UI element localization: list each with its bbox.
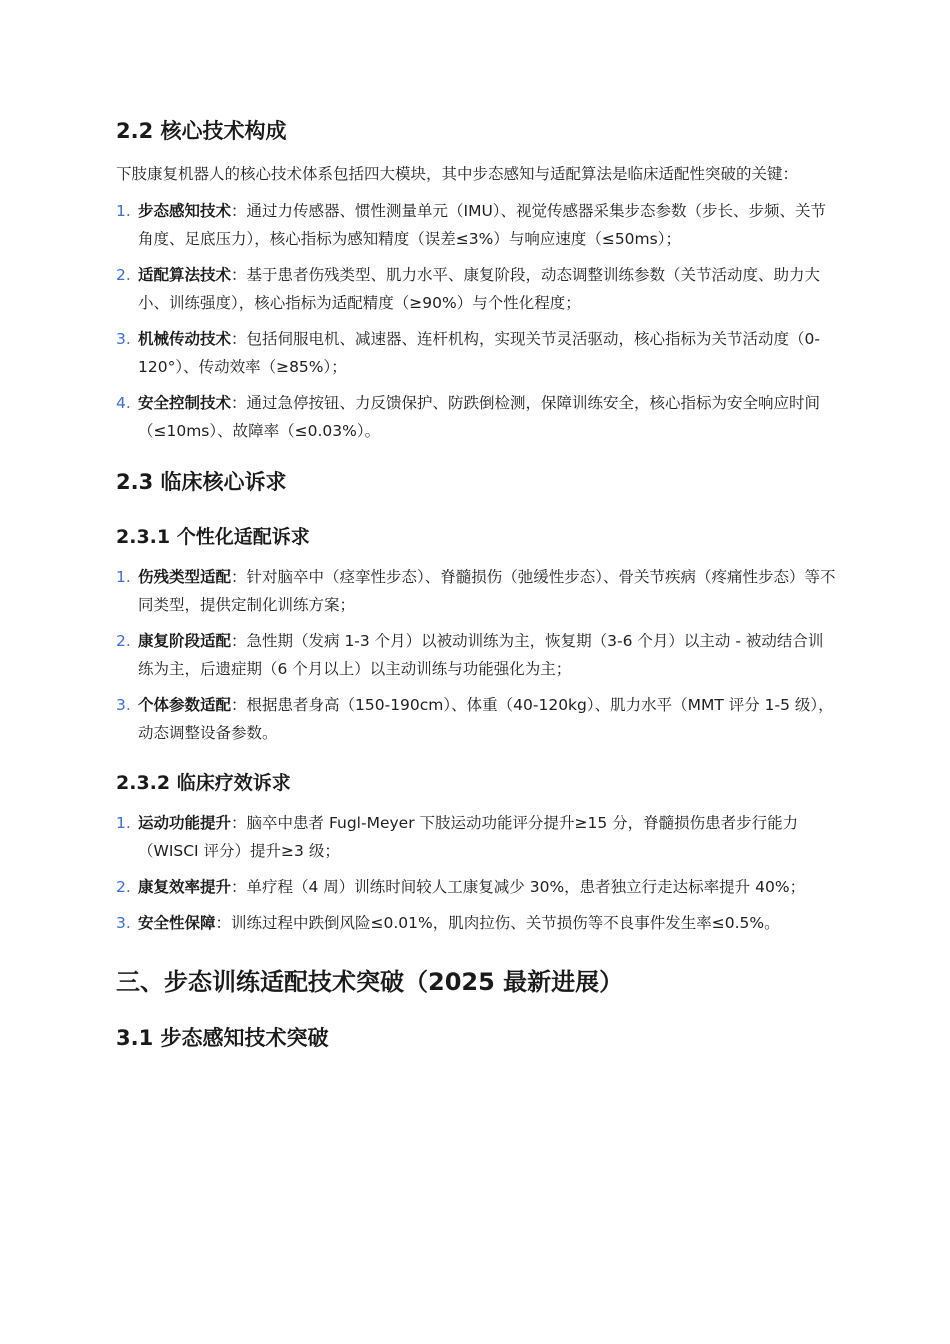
list-item	[116, 873, 836, 901]
list-text: ：包括伺服电机、减速器、连杆机构，实现关节灵活驱动，核心指标为关节活动度（0-120°）、传动效率（≥85%）；	[138, 330, 820, 376]
list-item	[116, 909, 836, 937]
section-heading-2-3: 2.3 临床核心诉求	[116, 470, 287, 494]
list-number: 2.	[116, 266, 131, 284]
list-term: 康复效率提升	[138, 878, 232, 896]
list-text: ：基于患者伤残类型、肌力水平、康复阶段，动态调整训练参数（关节活动度、助力大小、训练强度），核心指标为适配精度（≥90%）与个性化程度；	[138, 266, 821, 312]
list-item	[116, 563, 836, 619]
list-item	[116, 261, 836, 317]
list-term: 安全控制技术	[138, 394, 232, 412]
list-number: 2.	[116, 878, 131, 896]
list-number: 2.	[116, 632, 131, 650]
list-text: ：脑卒中患者 Fugl-Meyer 下肢运动功能评分提升≥15 分，脊髓损伤患者步行能力（WISCI 评分）提升≥3 级；	[138, 814, 799, 860]
list-text: ：急性期（发病 1-3 个月）以被动训练为主，恢复期（3-6 个月）以主动 - 被动结合训练为主，后遗症期（6 个月以上）以主动训练与功能强化为主；	[138, 632, 824, 678]
list-number: 4.	[116, 394, 131, 412]
list-term: 安全性保障	[138, 914, 216, 932]
list-number: 1.	[116, 202, 131, 220]
list-term: 机械传动技术	[138, 330, 232, 348]
core-tech-list	[116, 197, 836, 445]
list-item	[116, 691, 836, 747]
list-term: 个体参数适配	[138, 696, 232, 714]
list-term: 适配算法技术	[138, 266, 232, 284]
list-item	[116, 809, 836, 865]
section-heading-3-1: 3.1 步态感知技术突破	[116, 1026, 329, 1050]
personalization-list	[116, 563, 836, 747]
list-term: 康复阶段适配	[138, 632, 232, 650]
section-2-2-intro: 下肢康复机器人的核心技术体系包括四大模块，其中步态感知与适配算法是临床适配性突破的关键：	[116, 165, 799, 183]
clinical-efficacy-list	[116, 809, 836, 937]
list-item	[116, 389, 836, 445]
list-text: ：根据患者身高（150-190cm）、体重（40-120kg）、肌力水平（MMT 评分 1-5 级），动态调整设备参数。	[138, 696, 834, 742]
list-number: 3.	[116, 914, 131, 932]
list-text: ：单疗程（4 周）训练时间较人工康复减少 30%，患者独立行走达标率提升 40%；	[231, 878, 806, 896]
list-term: 伤残类型适配	[138, 568, 232, 586]
chapter-heading-3: 三、步态训练适配技术突破（2025 最新进展）	[116, 968, 624, 996]
list-item	[116, 325, 836, 381]
section-heading-2-3-1: 2.3.1 个性化适配诉求	[116, 526, 310, 548]
list-number: 1.	[116, 814, 131, 832]
list-term: 运动功能提升	[138, 814, 232, 832]
section-heading-2-2: 2.2 核心技术构成	[116, 119, 287, 143]
list-text: ：针对脑卒中（痉挛性步态）、脊髓损伤（弛缓性步态）、骨关节疾病（疼痛性步态）等不同类型，提供定制化训练方案；	[138, 568, 836, 614]
list-number: 3.	[116, 330, 131, 348]
list-text: ：训练过程中跌倒风险≤0.01%，肌肉拉伤、关节损伤等不良事件发生率≤0.5%。	[215, 914, 780, 932]
section-heading-2-3-2: 2.3.2 临床疗效诉求	[116, 772, 291, 794]
list-item	[116, 627, 836, 683]
list-number: 1.	[116, 568, 131, 586]
list-item	[116, 197, 836, 253]
list-number: 3.	[116, 696, 131, 714]
list-term: 步态感知技术	[138, 202, 232, 220]
list-text: ：通过力传感器、惯性测量单元（IMU）、视觉传感器采集步态参数（步长、步频、关节角度、足底压力），核心指标为感知精度（误差≤3%）与响应速度（≤50ms）；	[138, 202, 827, 248]
list-text: ：通过急停按钮、力反馈保护、防跌倒检测，保障训练安全，核心指标为安全响应时间（≤10ms）、故障率（≤0.03%）。	[138, 394, 821, 440]
